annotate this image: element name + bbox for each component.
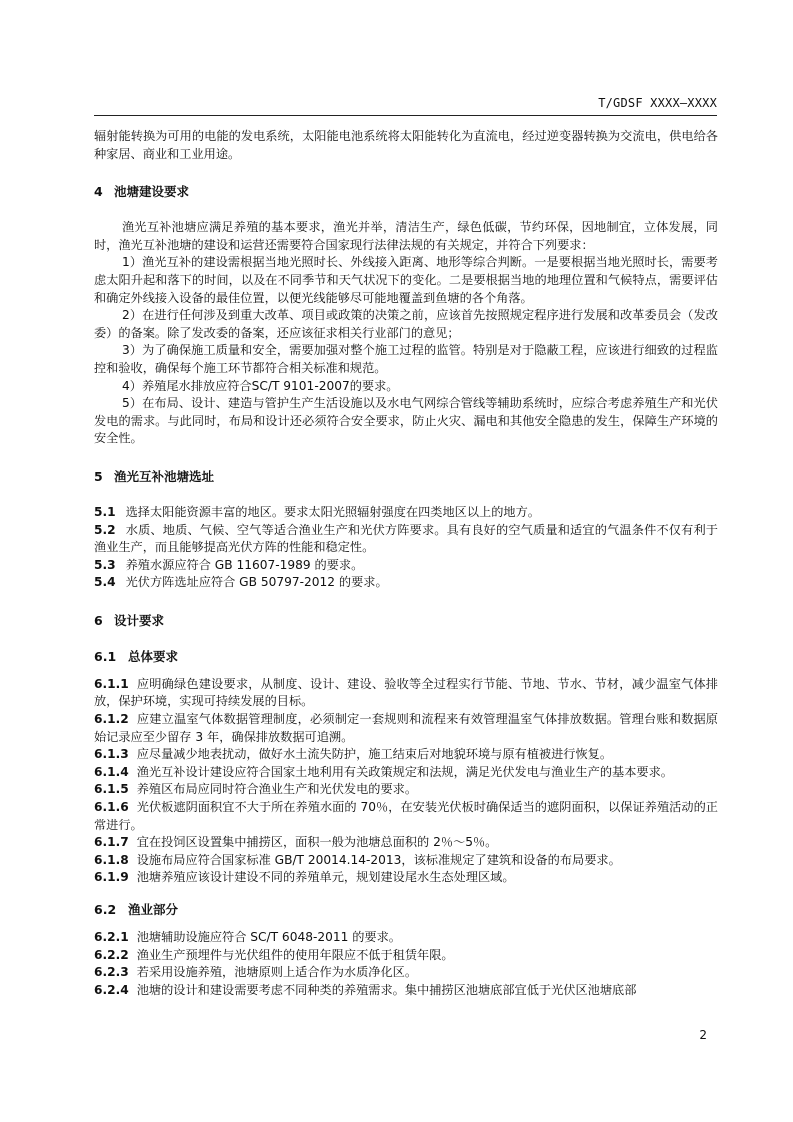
subsection-number: 6.2 [94, 902, 117, 917]
clause-number: 6.2.3 [94, 965, 129, 980]
section-4-item: 5）在布局、设计、建造与管护生产生活设施以及水电气网综合管线等辅助系统时，应综合考虑养殖生产和光伏发电的需求。与此同时，布局和设计还必须符合安全要求，防止火灾、漏电和其他安全隐患的发生，保障生产环境的安全性。 [94, 396, 718, 446]
subsection-6-1-heading [94, 648, 718, 666]
clause [94, 746, 718, 764]
clause-number: 6.1.4 [94, 764, 129, 779]
clause [94, 522, 718, 557]
page-number: 2 [699, 1028, 707, 1042]
clause [94, 869, 718, 887]
section-number: 6 [94, 612, 103, 628]
clause [94, 947, 718, 965]
clause-number: 6.1.6 [94, 800, 129, 815]
clause-text: 宜在投饲区设置集中捕捞区，面积一般为池塘总面积的 2％～5％。 [136, 835, 498, 850]
clause-number: 5.2 [94, 522, 116, 537]
standard-code: T/GDSF XXXX—XXXX [598, 96, 717, 110]
clause-number: 5.3 [94, 557, 116, 572]
continuation-paragraph: 辐射能转换为可用的电能的发电系统，太阳能电池系统将太阳能转化为直流电，经过逆变器转换为交流电，供电给各种家居、商业和工业用途。 [94, 129, 718, 161]
section-title: 池塘建设要求 [114, 184, 190, 200]
clause-number: 6.1.1 [94, 676, 129, 691]
section-4-heading [94, 183, 718, 201]
clause [94, 799, 718, 834]
clause-text: 应尽量减少地表扰动，做好水土流失防护，施工结束后对地貌环境与原有植被进行恢复。 [136, 747, 613, 762]
clause-text: 渔业生产预埋件与光伏组件的使用年限应不低于租赁年限。 [136, 947, 454, 962]
clause [94, 852, 718, 870]
section-4-intro: 渔光互补池塘应满足养殖的基本要求，渔光并举，清洁生产，绿色低碳，节约环保，因地制宜，立体发展，同时，渔光互补池塘的建设和运营还需要符合国家现行法律法规的有关规定，并符合下列要求： [94, 220, 718, 252]
clause-number: 6.1.3 [94, 747, 129, 762]
clause [94, 504, 718, 522]
section-4-item: 4）养殖尾水排放应符合SC/T 9101-2007的要求。 [122, 378, 399, 393]
clause-number: 6.1.5 [94, 782, 129, 797]
clause-text: 光伏方阵选址应符合 GB 50797-2012 的要求。 [125, 575, 388, 590]
clause-text: 应明确绿色建设要求，从制度、设计、建设、验收等全过程实行节能、节地、节水、节材，减少温室气体排放，保护环境，实现可持续发展的目标。 [94, 676, 718, 709]
clause [94, 676, 718, 711]
clause-text: 养殖区布局应同时符合渔业生产和光伏发电的要求。 [136, 782, 418, 797]
clause [94, 711, 718, 746]
subsection-number: 6.1 [94, 648, 117, 664]
clause-number: 5.4 [94, 575, 116, 590]
section-title: 设计要求 [114, 612, 165, 628]
clause-number: 6.1.9 [94, 870, 129, 885]
clause-text: 若采用设施养殖，池塘原则上适合作为水质净化区。 [136, 965, 418, 980]
clause-number: 6.1.7 [94, 835, 129, 850]
clause-text: 光伏板遮阴面积宜不大于所在养殖水面的 70％，在安装光伏板时确保适当的遮阴面积，以保证养殖活动的正常进行。 [94, 800, 718, 832]
clause [94, 929, 718, 947]
clause-text: 养殖水源应符合 GB 11607-1989 的要求。 [125, 557, 364, 572]
clause-text: 选择太阳能资源丰富的地区。要求太阳光照辐射强度在四类地区以上的地方。 [125, 504, 540, 519]
clause [94, 781, 718, 799]
subsection-6-2-heading [94, 901, 718, 919]
section-number: 4 [94, 184, 103, 200]
clause [94, 574, 718, 592]
subsection-title: 总体要求 [128, 648, 179, 664]
clause-text: 水质、地质、气候、空气等适合渔业生产和光伏方阵要求。具有良好的空气质量和适宜的气温条件不仅有利于渔业生产，而且能够提高光伏方阵的性能和稳定性。 [94, 522, 718, 555]
section-5-heading [94, 468, 718, 486]
clause-text: 设施布局应符合国家标准 GB/T 20014.14-2013，该标准规定了建筑和设备的布局要求。 [136, 852, 621, 867]
page-content [94, 128, 718, 999]
clause [94, 982, 718, 1000]
clause-number: 6.1.8 [94, 852, 129, 867]
clause [94, 964, 718, 982]
subsection-title: 渔业部分 [128, 902, 179, 917]
clause-number: 6.2.2 [94, 947, 129, 962]
clause-number: 6.2.4 [94, 982, 129, 997]
clause [94, 764, 718, 782]
clause-text: 应建立温室气体数据管理制度，必须制定一套规则和流程来有效管理温室气体排放数据。管理台账和数据原始记录应至少留存 3 年，确保排放数据可追溯。 [94, 712, 718, 744]
clause [94, 557, 718, 575]
section-4-item: 1）渔光互补的建设需根据当地光照时长、外线接入距离、地形等综合判断。一是要根据当地光照时长，需要考虑太阳升起和落下的时间，以及在不同季节和天气状况下的变化。二是要根据当地的地理位置和气候特点，需要评估和确定外线接入设备的最佳位置，以便光线能够尽可能地覆盖到鱼塘的各个角落。 [94, 255, 718, 305]
section-6-heading [94, 612, 718, 630]
section-4-item: 3）为了确保施工质量和安全，需要加强对整个施工过程的监管。特别是对于隐蔽工程，应该进行细致的过程监控和验收，确保每个施工环节都符合相关标准和规范。 [94, 343, 718, 375]
section-title: 渔光互补池塘选址 [114, 468, 215, 484]
clause-text: 池塘养殖应该设计建设不同的养殖单元，规划建设尾水生态处理区域。 [136, 870, 515, 885]
section-4-item: 2）在进行任何涉及到重大改革、项目或政策的决策之前，应该首先按照规定程序进行发展和改革委员会（发改委）的备案。除了发改委的备案，还应该征求相关行业部门的意见； [94, 308, 718, 340]
header-rule [94, 115, 717, 116]
clause-number: 6.1.2 [94, 712, 129, 727]
clause-text: 池塘的设计和建设需要考虑不同种类的养殖需求。集中捕捞区池塘底部宜低于光伏区池塘底部 [136, 982, 637, 997]
clause-number: 5.1 [94, 504, 116, 519]
clause [94, 834, 718, 852]
clause-number: 6.2.1 [94, 930, 129, 944]
section-number: 5 [94, 468, 103, 484]
clause-text: 渔光互补设计建设应符合国家土地利用有关政策规定和法规，满足光伏发电与渔业生产的基本要求。 [136, 764, 673, 779]
clause-text: 池塘辅助设施应符合 SC/T 6048-2011 的要求。 [136, 930, 401, 944]
